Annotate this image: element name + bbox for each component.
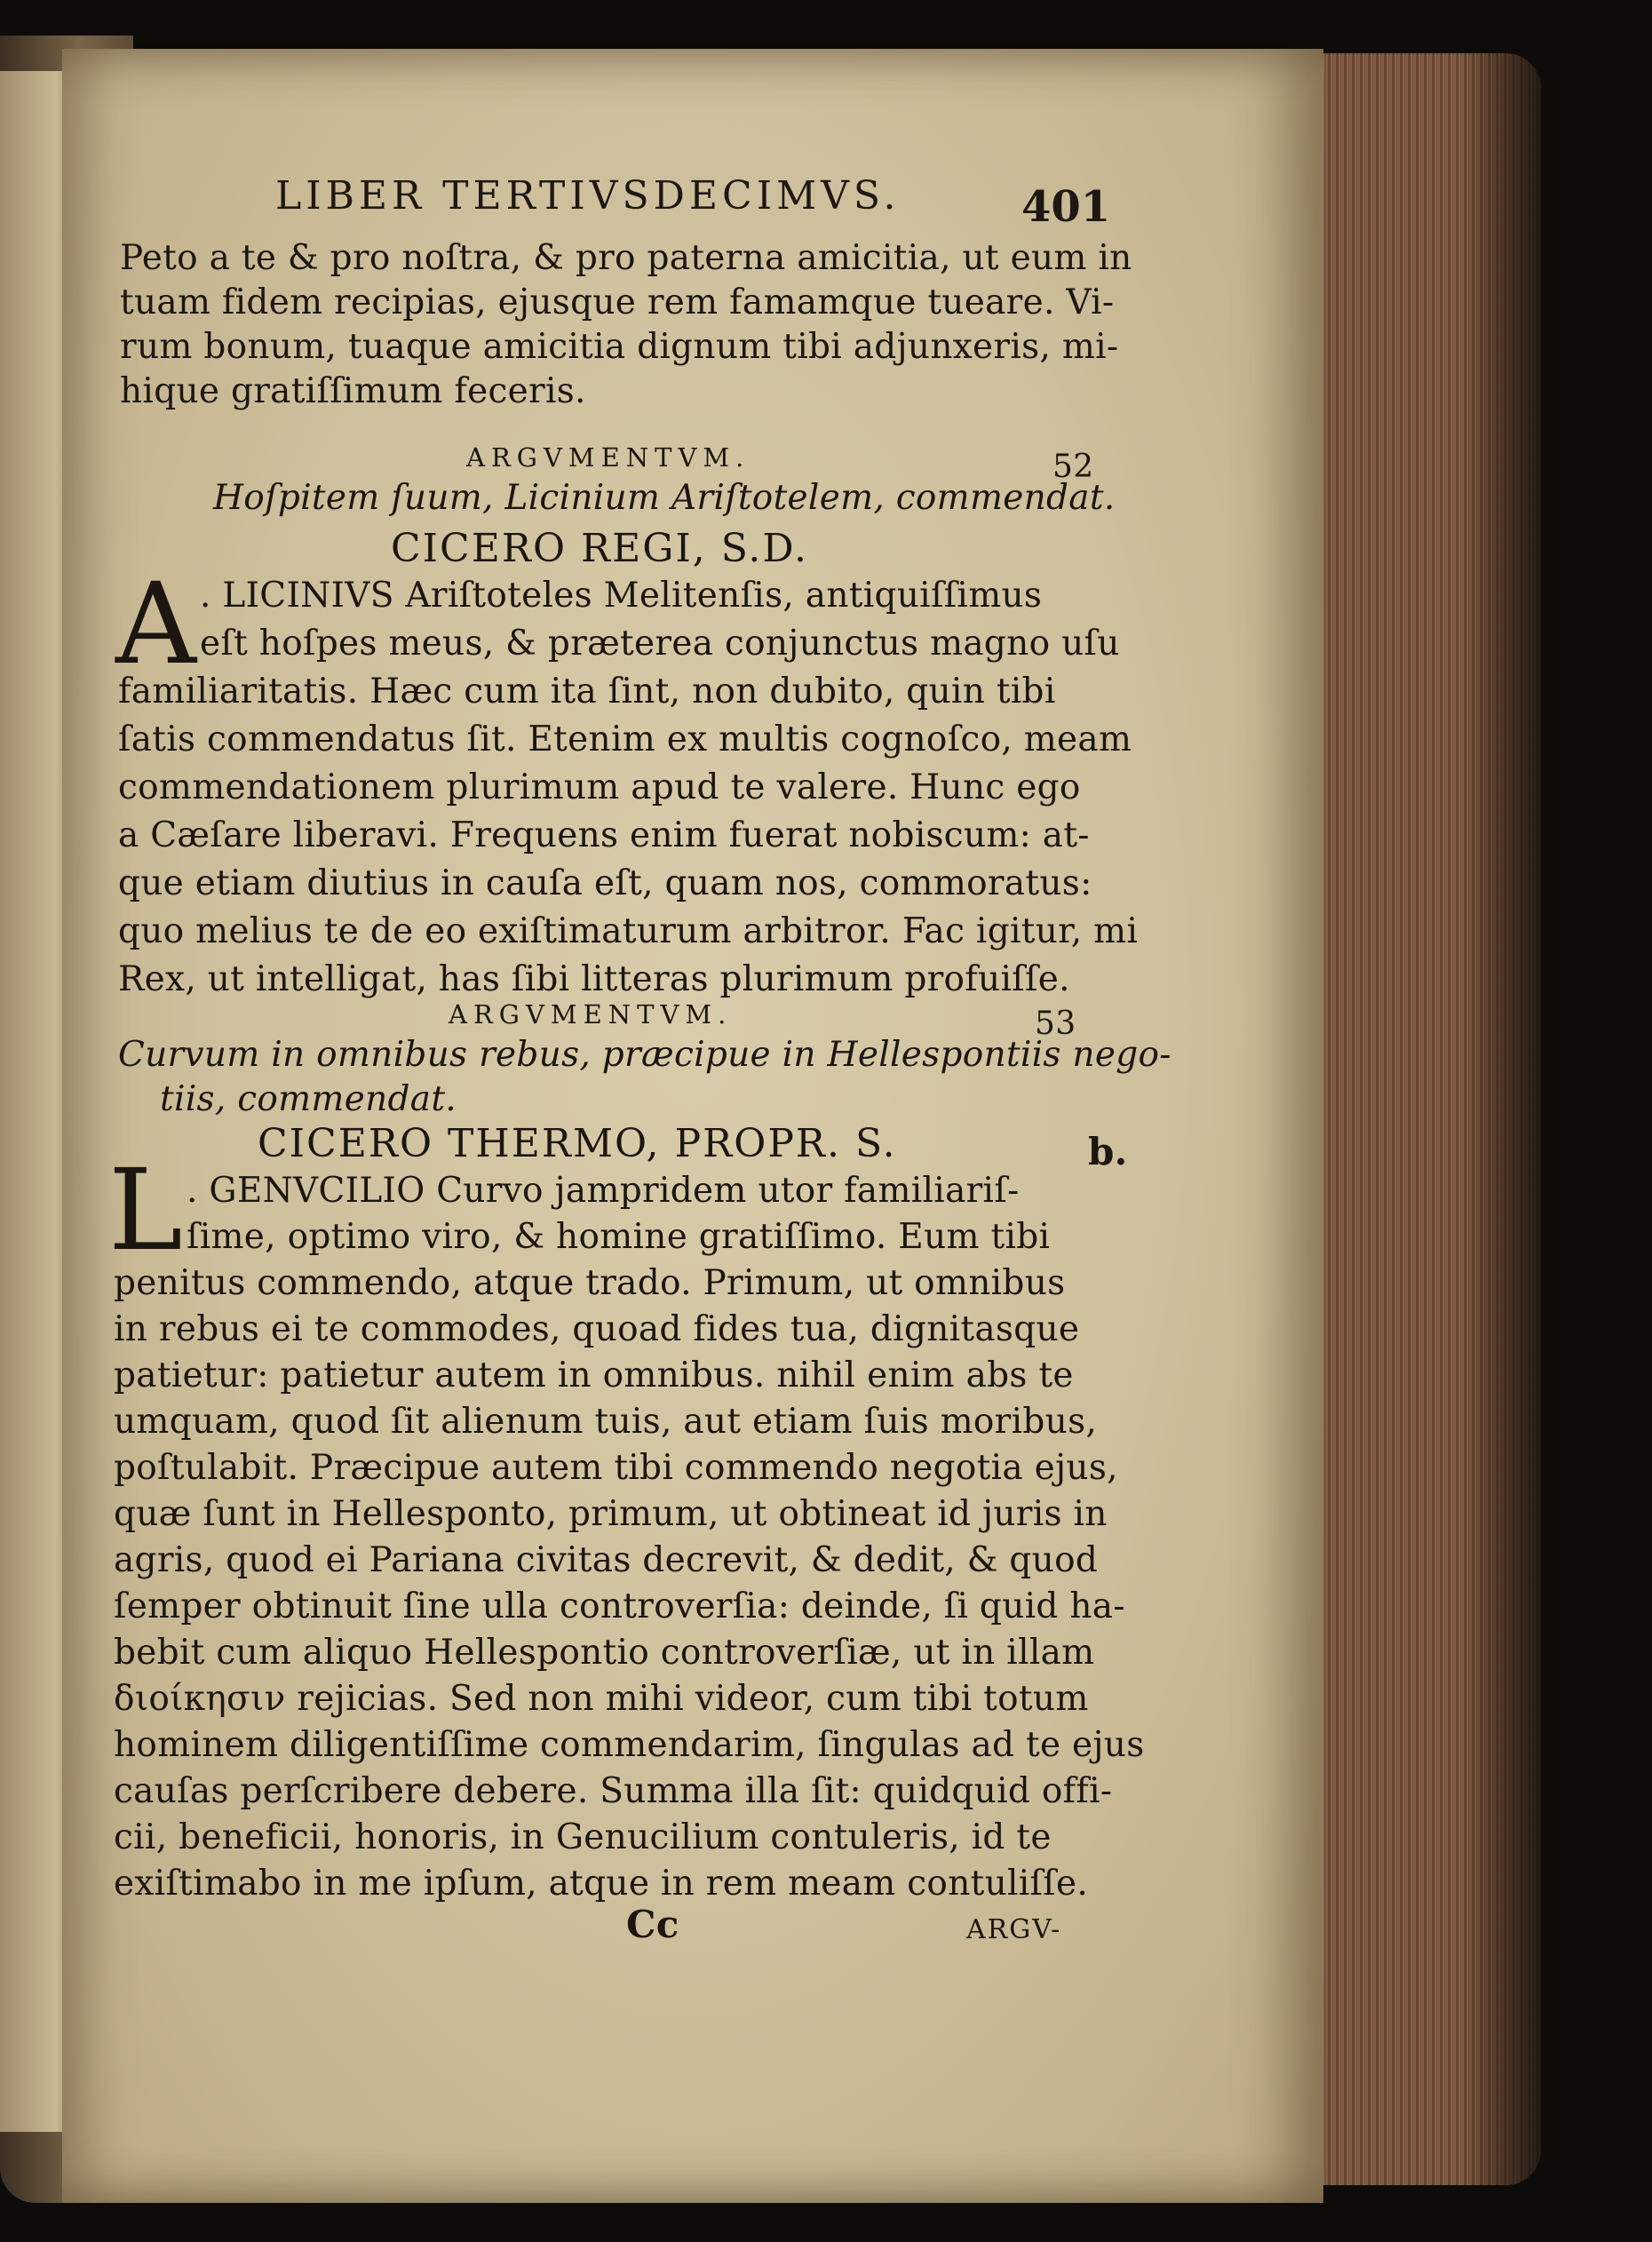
body-line: umquam, quod ſit alienum tuis, aut etiam ſuis moribus, [114, 1402, 1098, 1442]
body-line: . GENVCILIO Curvo jampridem utor familiariſ- [187, 1171, 1020, 1211]
body-line: eſt hoſpes meus, & præterea conjunctus magno uſu [200, 624, 1120, 664]
drop-initial: A [115, 559, 196, 689]
body-line: quæ ſunt in Hellesponto, primum, ut obtineat id juris in [114, 1494, 1108, 1534]
page-number: 401 [1021, 182, 1111, 232]
body-line: ſemper obtinuit ſine ulla controverſia: deinde, ſi quid ha- [114, 1586, 1125, 1626]
body-line: rum bonum, tuaque amicitia dignum tibi adjunxeris, mi- [120, 327, 1119, 367]
argument-label: ARGVMENTVM. [449, 999, 733, 1030]
body-line: διοίκησιν rejicias. Sed non mihi videor, cum tibi totum [114, 1679, 1089, 1719]
body-line: poſtulabit. Præcipue autem tibi commendo negotia ejus, [114, 1448, 1118, 1488]
letter-heading: CICERO REGI, S.D. [391, 526, 809, 571]
body-line: penitus commendo, atque trado. Primum, ut omnibus [114, 1263, 1066, 1303]
body-line: exiſtimabo in me ipſum, atque in rem meam contuliſſe. [114, 1864, 1089, 1904]
argument-text: tiis, commendat. [160, 1079, 457, 1119]
catchword: ARGV- [966, 1914, 1062, 1945]
body-line: Peto a te & pro noſtra, & pro paterna amicitia, ut eum in [120, 238, 1132, 278]
body-line: ſatis commendatus ſit. Etenim ex multis cognoſco, meam [118, 720, 1132, 759]
body-line: cii, beneficii, honoris, in Genucilium contuleris, id te [114, 1817, 1052, 1857]
letter-number: 52 [1052, 449, 1094, 485]
body-line: quo melius te de eo exiſtimaturum arbitror. Fac igitur, mi [118, 911, 1139, 951]
body-line: ſime, optimo viro, & homine gratiſſimo. Eum tibi [187, 1217, 1051, 1257]
letter-number: 53 [1035, 1006, 1076, 1042]
body-line: in rebus ei te commodes, quoad fides tua, dignitasque [114, 1309, 1080, 1349]
body-line: patietur: patietur autem in omnibus. nihil enim abs te [114, 1356, 1074, 1395]
body-line: a Cæſare liberavi. Frequens enim fuerat nobiscum: at- [118, 815, 1090, 855]
body-line: . LICINIVS Ariſtoteles Melitenſis, antiquiſſimus [200, 576, 1043, 616]
margin-mark: b. [1088, 1130, 1128, 1173]
body-line: tuam fidem recipias, ejusque rem famamque tueare. Vi- [120, 282, 1115, 322]
body-line: hique gratiſſimum feceris. [120, 371, 586, 411]
body-line: agris, quod ei Pariana civitas decrevit, & dedit, & quod [114, 1540, 1099, 1580]
signature-mark: Cc [626, 1903, 679, 1946]
body-line: bebit cum aliquo Hellespontio controverſiæ, ut in illam [114, 1633, 1095, 1673]
letter-heading: CICERO THERMO, PROPR. S. [258, 1121, 897, 1166]
argument-text: Curvum in omnibus rebus, præcipue in Hellespontiis nego- [118, 1035, 1171, 1075]
drop-initial: L [108, 1145, 183, 1276]
body-line: hominem diligentiſſime commendarim, ſingulas ad te ejus [114, 1725, 1145, 1765]
running-head [240, 173, 1128, 235]
body-line: Rex, ut intelligat, has ſibi litteras plurimum profuiſſe. [118, 959, 1070, 999]
body-line: que etiam diutius in cauſa eſt, quam nos, commoratus: [118, 863, 1092, 903]
argument-label: ARGVMENTVM. [466, 442, 751, 473]
page-block-fore-edge [1292, 53, 1541, 2185]
argument-text: Hoſpitem ſuum, Licinium Ariſtotelem, commendat. [213, 478, 1116, 518]
body-line: cauſas perſcribere debere. Summa illa ſit: quidquid offi- [114, 1771, 1113, 1811]
body-line: familiaritatis. Hæc cum ita ſint, non dubito, quin tibi [118, 672, 1056, 712]
running-title: LIBER TERTIVSDECIMVS. [275, 173, 901, 219]
body-line: commendationem plurimum apud te valere. Hunc ego [118, 767, 1081, 807]
